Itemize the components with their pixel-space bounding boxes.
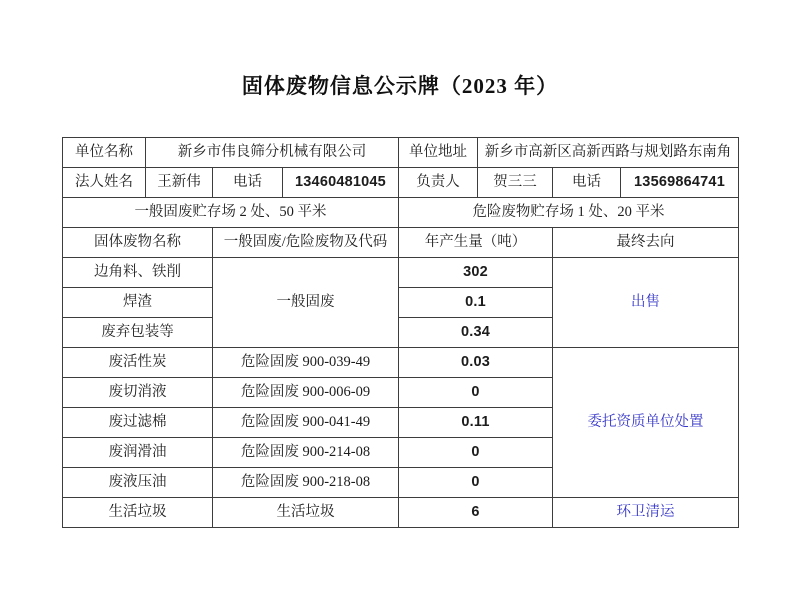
table-header-row	[63, 228, 739, 258]
waste-name-cell: 废弃包装等	[63, 318, 213, 348]
waste-category-cell: 危险固废 900-218-08	[213, 468, 399, 498]
waste-qty-cell: 0.1	[399, 288, 553, 318]
unit-address-label: 单位地址	[399, 138, 478, 168]
legal-person-value: 王新伟	[146, 168, 213, 198]
waste-category-cell: 危险固废 900-039-49	[213, 348, 399, 378]
unit-address-value: 新乡市高新区高新西路与规划路东南角	[478, 138, 739, 168]
waste-name-cell: 废液压油	[63, 468, 213, 498]
waste-name-cell: 废润滑油	[63, 438, 213, 468]
header-waste-category: 一般固废/危险废物及代码	[213, 228, 399, 258]
waste-name-cell: 焊渣	[63, 288, 213, 318]
waste-destination-cell: 环卫清运	[553, 498, 739, 528]
manager-phone-value: 13569864741	[621, 168, 739, 198]
waste-qty-cell: 0.11	[399, 408, 553, 438]
waste-name-cell: 边角料、铁削	[63, 258, 213, 288]
waste-qty-cell: 6	[399, 498, 553, 528]
waste-category-cell: 生活垃圾	[213, 498, 399, 528]
unit-name-value: 新乡市伟良筛分机械有限公司	[146, 138, 399, 168]
waste-qty-cell: 0	[399, 438, 553, 468]
solid-waste-notice-table	[62, 137, 739, 528]
waste-qty-cell: 0.03	[399, 348, 553, 378]
hazard-storage-info: 危险废物贮存场 1 处、20 平米	[399, 198, 739, 228]
header-waste-name: 固体废物名称	[63, 228, 213, 258]
waste-qty-cell: 0.34	[399, 318, 553, 348]
table-row	[63, 198, 739, 228]
waste-destination-cell: 委托资质单位处置	[553, 348, 739, 498]
waste-qty-cell: 0	[399, 378, 553, 408]
legal-phone-value: 13460481045	[283, 168, 399, 198]
waste-name-cell: 废过滤棉	[63, 408, 213, 438]
manager-label: 负责人	[399, 168, 478, 198]
manager-phone-label: 电话	[553, 168, 621, 198]
waste-category-cell: 危险固废 900-006-09	[213, 378, 399, 408]
table-row	[63, 498, 739, 528]
waste-qty-cell: 0	[399, 468, 553, 498]
waste-category-cell: 危险固废 900-214-08	[213, 438, 399, 468]
general-storage-info: 一般固废贮存场 2 处、50 平米	[63, 198, 399, 228]
waste-name-cell: 废活性炭	[63, 348, 213, 378]
waste-name-cell: 废切消液	[63, 378, 213, 408]
table-row	[63, 138, 739, 168]
legal-person-label: 法人姓名	[63, 168, 146, 198]
unit-name-label: 单位名称	[63, 138, 146, 168]
waste-qty-cell: 302	[399, 258, 553, 288]
header-waste-destination: 最终去向	[553, 228, 739, 258]
table-row	[63, 258, 739, 288]
legal-phone-label: 电话	[213, 168, 283, 198]
waste-category-cell: 一般固废	[213, 258, 399, 348]
waste-category-cell: 危险固废 900-041-49	[213, 408, 399, 438]
manager-value: 贺三三	[478, 168, 553, 198]
header-waste-quantity: 年产生量（吨）	[399, 228, 553, 258]
waste-name-cell: 生活垃圾	[63, 498, 213, 528]
table-row	[63, 168, 739, 198]
waste-destination-cell: 出售	[553, 258, 739, 348]
table-row	[63, 348, 739, 378]
page-title: 固体废物信息公示牌（2023 年）	[241, 74, 559, 98]
